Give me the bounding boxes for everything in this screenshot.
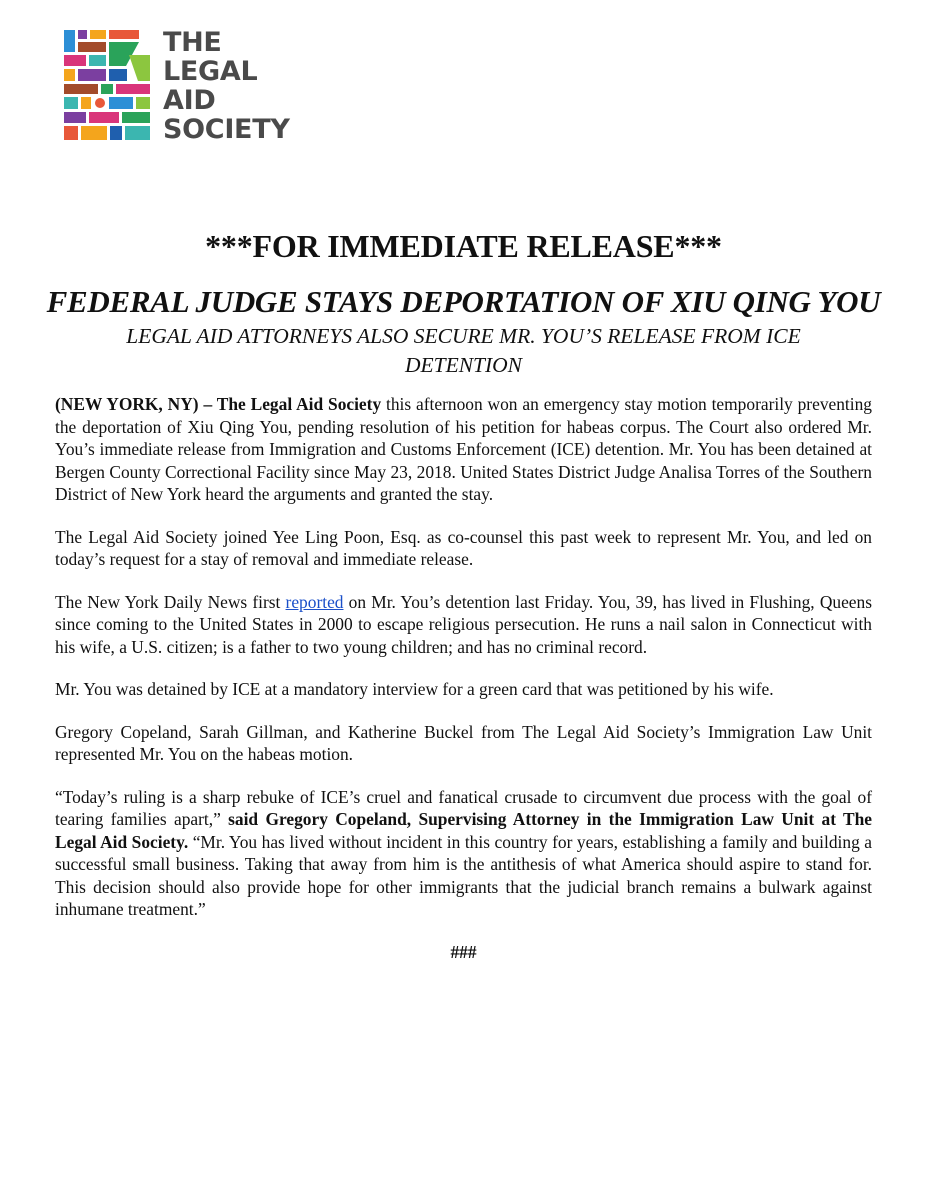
reported-link[interactable]: reported — [285, 591, 344, 612]
logo-mosaic-icon — [60, 26, 154, 144]
paragraph-1 — [55, 393, 872, 506]
paragraph-3-after: on Mr. You’s detention last Friday. You, 39, has lived in Flushing, Queens since coming to the United States in 2000 to escape religious persecution. He runs a nail salon in Connecticut with his wife, a U.S. citizen; is a father to two young children; and has no criminal record. — [55, 591, 872, 657]
logo-line-2: LEGAL — [163, 56, 258, 87]
logo-line-4: SOCIETY — [163, 114, 290, 145]
release-line: ***FOR IMMEDIATE RELEASE*** — [205, 228, 722, 264]
end-mark: ### — [450, 941, 477, 962]
paragraph-6 — [55, 786, 872, 921]
logo-wordmark — [163, 28, 290, 144]
paragraph-4: Mr. You was detained by ICE at a mandatory interview for a green card that was petitioned by his wife. — [55, 679, 774, 699]
quote-text: “Today’s ruling is a sharp rebuke of ICE’s cruel and fanatical crusade to circumvent due process with the goal of tearing families apart,” — [55, 786, 872, 829]
subheadline: LEGAL AID ATTORNEYS ALSO SECURE MR. YOU’S RELEASE FROM ICE DETENTION — [126, 324, 801, 377]
paragraph-3-before: The New York Daily News first — [55, 591, 286, 612]
logo-line-1: THE — [163, 27, 222, 58]
paragraph-3 — [55, 591, 872, 659]
quote-continuation: “Mr. You has lived without incident in this country for years, establishing a family and building a successful small business. Taking that away from him is the antithesis of what America should aspire to stand for. This decision should also provide hope for other immigrants that the judicial branch remains a bulwark against inhumane treatment.” — [55, 831, 872, 919]
quote-attribution: said Gregory Copeland, Supervising Attorney in the Immigration Law Unit at The Legal Aid Society. — [55, 809, 872, 852]
logo-line-3: AID — [163, 85, 216, 116]
paragraph-2: The Legal Aid Society joined Yee Ling Poon, Esq. as co-counsel this past week to represent Mr. You, and led on today’s request for a stay of removal and immediate release. — [55, 526, 872, 569]
paragraph-5: Gregory Copeland, Sarah Gillman, and Katherine Buckel from The Legal Aid Society’s Immigration Law Unit represented Mr. You on the habeas motion. — [55, 721, 872, 764]
dateline: (NEW YORK, NY) – The Legal Aid Society — [55, 394, 382, 414]
paragraph-1-text: this afternoon won an emergency stay motion temporarily preventing the deportation of Xiu Qing You, pending resolution of his petition for habeas corpus. The Court also ordered Mr. You’s immediate release from Immigration and Customs Enforcement (ICE) detention. Mr. You has been detained at Bergen County Correctional Facility since May 23, 2018. United States District Judge Analisa Torres of the Southern District of New York heard the arguments and granted the stay. — [55, 394, 872, 504]
legal-aid-society-logo — [60, 26, 305, 148]
press-release-body — [55, 393, 872, 983]
headline: FEDERAL JUDGE STAYS DEPORTATION OF XIU QING YOU — [46, 284, 881, 319]
